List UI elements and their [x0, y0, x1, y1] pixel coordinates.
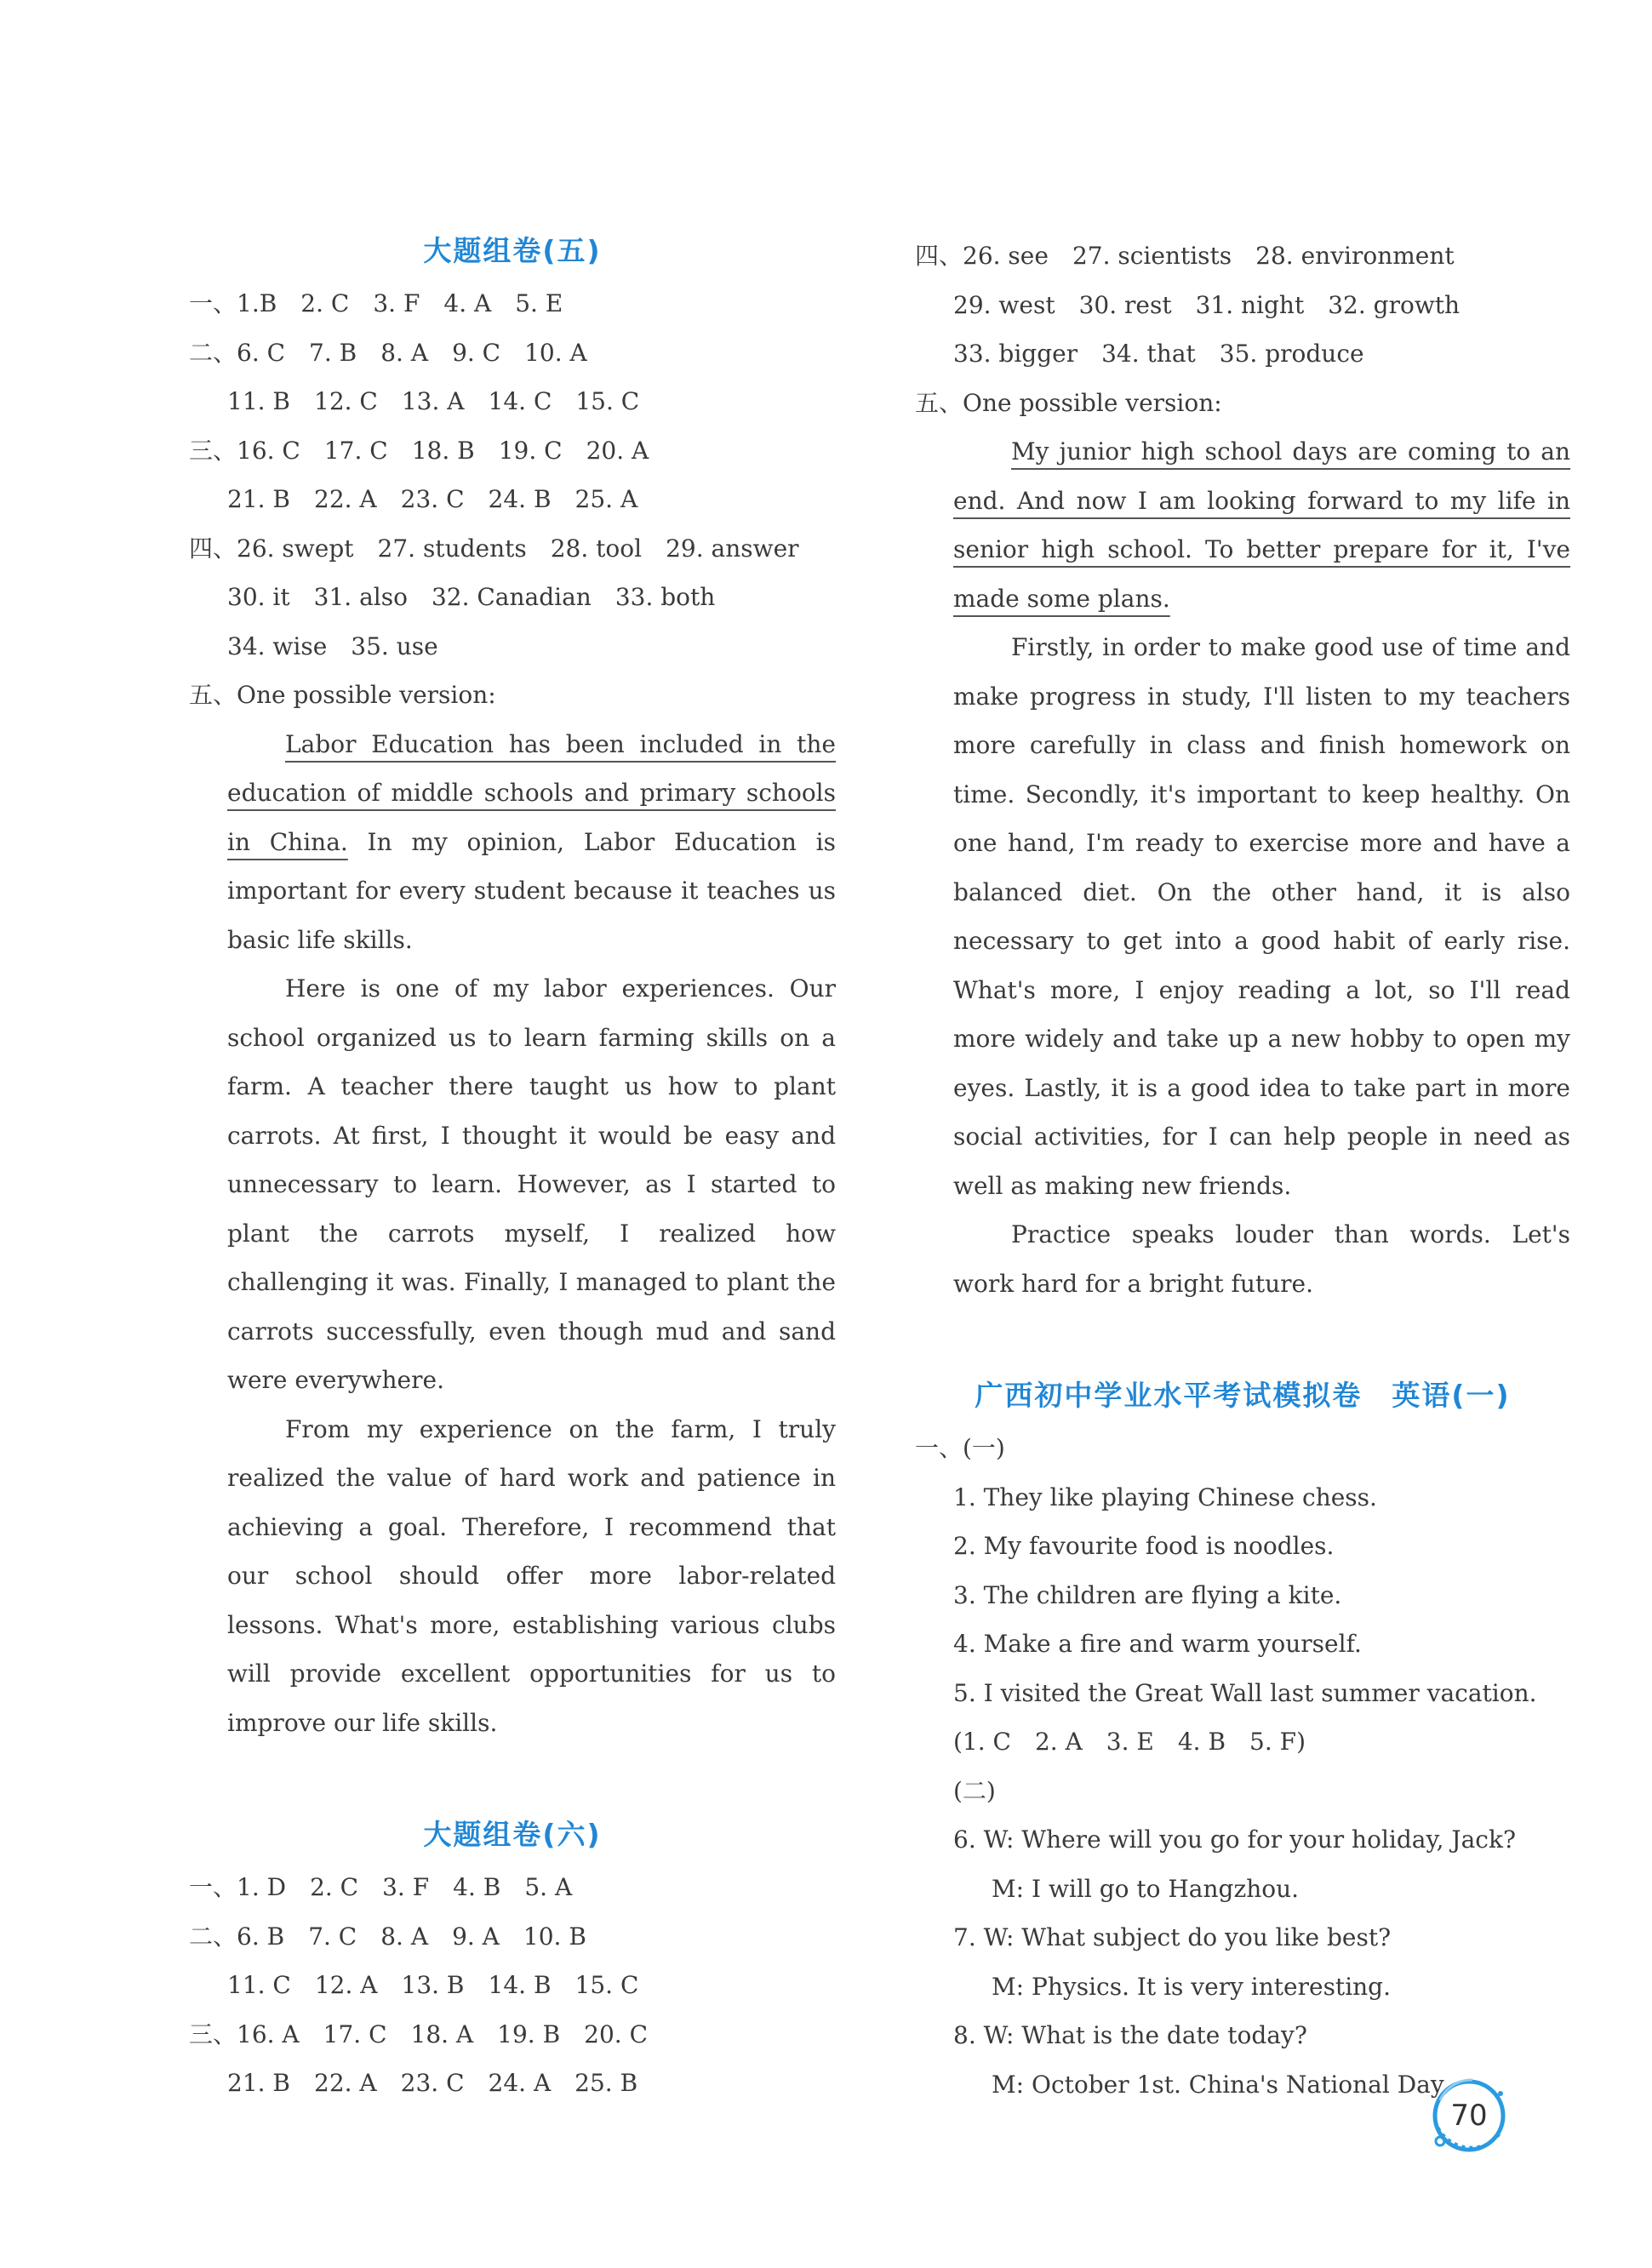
- dialogue-line: M: I will go to Hangzhou.: [992, 1874, 1300, 1903]
- answer-line: 二、6. C 7. B 8. A 9. C 10. A: [189, 338, 587, 367]
- left-column: [189, 223, 836, 2108]
- essay-6: [915, 427, 1570, 1308]
- essay-paragraph: Firstly, in order to make good use of time and make progress in study, I'll listen to my teachers more carefully in class and finish homework on time. Secondly, it's important to keep healthy. On one hand, I'm ready to exercise more and have a balanced diet. On the other hand, it is also necessary to get into a good habit of early rise. What's more, I enjoy reading a lot, so I'll read more widely and take up a new hobby to open my eyes. Lastly, it is a good idea to take part in more social activities, for I can help people in need as well as making new friends.: [953, 633, 1570, 1200]
- answer-line: 二、6. B 7. C 8. A 9. A 10. B: [189, 1922, 586, 1951]
- dialogue-line: M: Physics. It is very interesting.: [992, 1972, 1391, 2001]
- essay-text: In my opinion, Labor Education is important for every student because it teaches us basic life skills.: [227, 827, 836, 954]
- answer-line: 三、16. C 17. C 18. B 19. C 20. A: [189, 436, 649, 465]
- answer-line: 34. wise 35. use: [227, 631, 438, 660]
- part-label: 一、(一): [915, 1434, 1005, 1462]
- listening-script-line: 4. Make a fire and warm yourself.: [953, 1630, 1362, 1658]
- listening-script-line: 5. I visited the Great Wall last summer vacation.: [953, 1678, 1537, 1707]
- answer-line: 一、1. D 2. C 3. F 4. B 5. A: [189, 1873, 573, 1901]
- dialogue-line: 8. W: What is the date today?: [953, 2021, 1307, 2049]
- answer-line: 三、16. A 17. C 18. A 19. B 20. C: [189, 2019, 649, 2048]
- section-title-5: 大题组卷(五): [423, 234, 602, 267]
- dialogue-line: M: October 1st. China's National Day.: [992, 2070, 1449, 2099]
- answer-line: 29. west 30. rest 31. night 32. growth: [953, 290, 1461, 319]
- listening-script-line: 1. They like playing Chinese chess.: [953, 1482, 1377, 1511]
- underlined-topic-sentence: My junior high school days are coming to an end. And now I am looking forward to my life in senior high school. To better prepare for it, I've made some plans.: [953, 437, 1570, 613]
- page-number: 70: [1450, 2099, 1488, 2133]
- mock-exam-title: 广西初中学业水平考试模拟卷 英语(一): [975, 1379, 1511, 1412]
- answer-line: 四、26. swept 27. students 28. tool 29. answer: [189, 534, 799, 563]
- essay-paragraph: From my experience on the farm, I truly realized the value of hard work and patience in achieving a goal. Therefore, I recommend that our school should offer more labor-related lessons. What's more, establishing various clubs will provide excellent opportunities for us to improve our life skills.: [227, 1414, 836, 1737]
- listening-script-line: 3. The children are flying a kite.: [953, 1580, 1342, 1609]
- essay-paragraph: [227, 720, 836, 965]
- answer-line: 五、One possible version:: [189, 681, 496, 709]
- answer-line: 30. it 31. also 32. Canadian 33. both: [227, 583, 716, 611]
- section-gap: [915, 1308, 1570, 1368]
- part-label: (二): [953, 1776, 996, 1805]
- essay-paragraph: [953, 427, 1570, 623]
- underlined-topic-sentence: Labor Education has been included in the education of middle schools and primary schools in China.: [227, 729, 836, 856]
- right-column: [915, 231, 1570, 2109]
- answer-line: 21. B 22. A 23. C 24. A 25. B: [227, 2069, 638, 2097]
- listening-script-line: 2. My favourite food is noodles.: [953, 1532, 1335, 1560]
- essay-paragraph: Here is one of my labor experiences. Our school organized us to learn farming skills on a farm. A teacher there taught us how to plant carrots. At first, I thought it would be easy and unnecessary to learn. However, as I started to plant the carrots myself, I realized how challenging it was. Finally, I managed to plant the carrots successfully, even though mud and sand were everywhere.: [227, 974, 836, 1394]
- answer-line: (1. C 2. A 3. E 4. B 5. F): [953, 1728, 1306, 1756]
- essay-paragraph: Practice speaks louder than words. Let's work hard for a bright future.: [953, 1220, 1570, 1298]
- answer-line: 一、1.B 2. C 3. F 4. A 5. E: [189, 289, 563, 317]
- page-number-badge: [1421, 2068, 1517, 2163]
- essay-5: [189, 720, 836, 1748]
- answer-line: 21. B 22. A 23. C 24. B 25. A: [227, 485, 638, 513]
- answer-line: 11. B 12. C 13. A 14. C 15. C: [227, 387, 640, 415]
- section-gap: [189, 1747, 836, 1807]
- answer-line: 五、One possible version:: [915, 388, 1222, 417]
- answer-line: 33. bigger 34. that 35. produce: [953, 340, 1364, 368]
- dialogue-line: 7. W: What subject do you like best?: [953, 1923, 1392, 1951]
- section-title-6: 大题组卷(六): [423, 1818, 602, 1851]
- dialogue-line: 6. W: Where will you go for your holiday, Jack?: [953, 1825, 1516, 1854]
- answer-line: 11. C 12. A 13. B 14. B 15. C: [227, 1971, 639, 1999]
- answer-line: 四、26. see 27. scientists 28. environment: [915, 242, 1455, 270]
